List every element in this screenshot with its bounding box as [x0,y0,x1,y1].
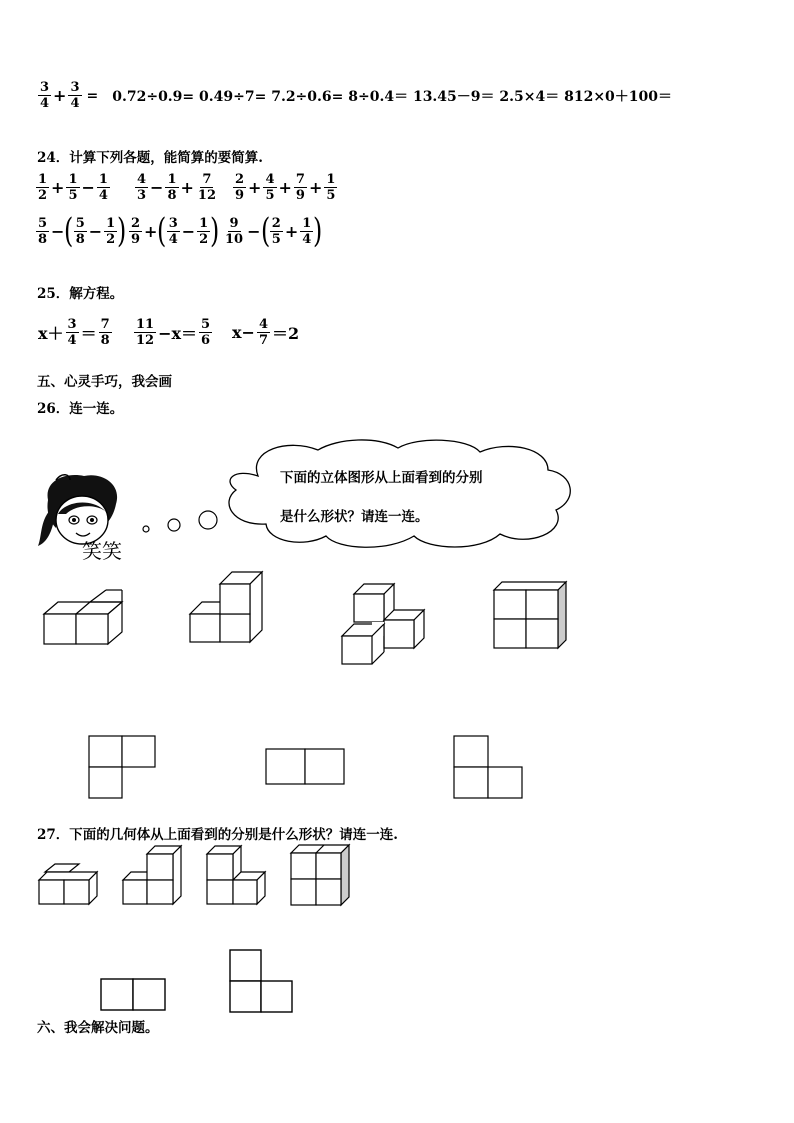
fraction [165,172,178,203]
fraction [233,172,246,203]
operator: x＋ [38,324,64,343]
numerator: 1 [106,215,116,231]
denominator: 12 [136,333,155,348]
operator: + [284,221,299,241]
fraction [294,172,307,203]
numerator: 1 [68,172,78,187]
fraction [199,317,212,348]
numerator: 3 [67,317,77,332]
q26-solid-1 [40,588,125,648]
fraction [167,216,180,247]
numerator: 4 [258,317,268,332]
q24-title: 24．计算下列各题，能简算的要简算. [37,150,263,166]
fraction [97,172,110,203]
parenthesis: ( [260,211,270,251]
fraction [36,172,49,203]
denominator: 10 [225,231,244,247]
section6-title: 六、我会解决问题。 [37,1020,159,1036]
parenthesis: ( [64,211,74,251]
operator: − [247,221,261,241]
numerator: 4 [137,172,147,187]
q27-solid-2 [121,844,185,906]
operator: + [278,178,292,197]
q25-equation-1 [37,317,113,348]
q23-fraction-2: $\frac{3}{4}$ [70,80,80,111]
operator: − [88,221,103,241]
denominator: 4 [168,231,178,247]
denominator: 9 [131,231,141,247]
fraction [135,172,148,203]
numerator: 5 [201,317,211,332]
fraction [324,172,337,203]
bubble-text-line-2: 是什么形状？请连一连。 [280,509,429,525]
numerator: 1 [199,215,209,231]
denominator: 8 [38,231,48,247]
numerator: 1 [302,215,312,231]
fraction [104,216,117,247]
operator: + [144,221,158,241]
q27-title: 27．下面的几何体从上面看到的分别是什么形状？请连一连. [37,827,398,843]
q26-top-view-2 [264,747,348,787]
operator: ＝ [80,324,97,343]
q26-solid-3 [338,580,428,666]
bubble-text-line-1: 下面的立体图形从上面看到的分别 [280,470,483,486]
operator: − [150,178,164,197]
parenthesis: ) [117,211,127,251]
fraction [74,216,87,247]
q26-title: 26．连一连。 [37,401,124,417]
operator: + [51,178,65,197]
fraction [270,216,283,247]
numerator: 7 [295,172,305,187]
q27-solid-4 [289,843,353,907]
denominator: 8 [75,231,85,247]
fraction [66,317,79,348]
parenthesis: ) [313,211,323,251]
girl-label: 笑笑 [82,539,122,563]
denominator: 8 [100,333,110,348]
q24-expr-2 [134,172,219,203]
numerator: 1 [38,172,48,187]
q26-top-view-3 [452,734,526,800]
denominator: 5 [271,231,281,247]
denominator: 12 [197,188,216,203]
fraction [263,172,276,203]
fraction [66,172,79,203]
fraction [134,317,156,348]
speech-cloud [218,436,584,552]
q25-title: 25．解方程。 [37,286,124,302]
numerator: 11 [136,317,155,332]
q24-expr-1 [35,172,111,203]
fraction [197,216,210,247]
numerator: 5 [38,215,48,231]
q24-expr-5 [128,211,220,251]
thought-bubbles [140,505,220,535]
fraction [99,317,112,348]
q25-equation-2 [133,317,213,348]
denominator: 9 [235,188,245,203]
operator: + [180,178,194,197]
numerator: 2 [131,215,141,231]
denominator: 4 [302,231,312,247]
operator: − [81,178,95,197]
fraction [196,172,218,203]
q24-expr-3 [232,172,338,203]
numerator: 7 [100,317,110,332]
fraction [223,216,245,247]
operator: − [51,221,65,241]
denominator: 4 [98,188,108,203]
denominator: 5 [265,188,275,203]
numerator: 4 [265,172,275,187]
numerator: 3 [168,215,178,231]
denominator: 3 [137,188,147,203]
numerator: 1 [326,172,336,187]
q24-expr-4 [35,211,127,251]
denominator: 6 [201,333,211,348]
denominator: 2 [106,231,116,247]
q24-expr-6 [222,211,323,251]
operator: + [248,178,262,197]
denominator: 5 [68,188,78,203]
numerator: 5 [75,215,85,231]
section5-title: 五、心灵手巧，我会画 [37,374,172,390]
q27-solid-3 [205,844,269,906]
parenthesis: ) [210,211,220,251]
numerator: 9 [229,215,239,231]
denominator: 5 [326,188,336,203]
fraction [129,216,142,247]
operator: − [181,221,196,241]
numerator: 7 [202,172,212,187]
denominator: 7 [258,333,268,348]
operator: x− [232,323,255,342]
q27-top-view-1 [99,977,169,1013]
operator: + [308,178,323,197]
operator: ＝2 [272,324,300,343]
q26-solid-4 [490,578,570,650]
denominator: 8 [167,188,177,203]
denominator: 4 [67,333,77,348]
denominator: 2 [38,188,48,203]
numerator: 2 [271,215,281,231]
numerator: 1 [98,172,108,187]
q27-solid-1 [37,860,101,906]
q23-row: $\frac{3}{4}$ + $\frac{3}{4}$ = 0.72÷0.9= 0.49÷7= 7.2÷0.6= 8÷0.4＝ 13.45－9＝ 2.5×4＝ 812×0＋100＝ [40,80,673,111]
q25-equation-3 [231,317,300,348]
q26-top-view-1 [87,734,159,800]
q23-calculations: 0.72÷0.9= 0.49÷7= 7.2÷0.6= 8÷0.4＝ 13.45－9＝ 2.5×4＝ 812×0＋100＝ [112,88,673,105]
q26-solid-2 [186,570,266,645]
denominator: 9 [295,188,305,203]
fraction [300,216,313,247]
q27-top-view-2 [228,948,296,1014]
denominator: 2 [199,231,209,247]
fraction [36,216,49,247]
q23-fraction-1: $\frac{3}{4}$ [40,80,50,111]
numerator: 2 [235,172,245,187]
operator: −x＝ [158,324,198,343]
parenthesis: ( [157,211,167,251]
fraction [257,317,270,348]
numerator: 1 [167,172,177,187]
